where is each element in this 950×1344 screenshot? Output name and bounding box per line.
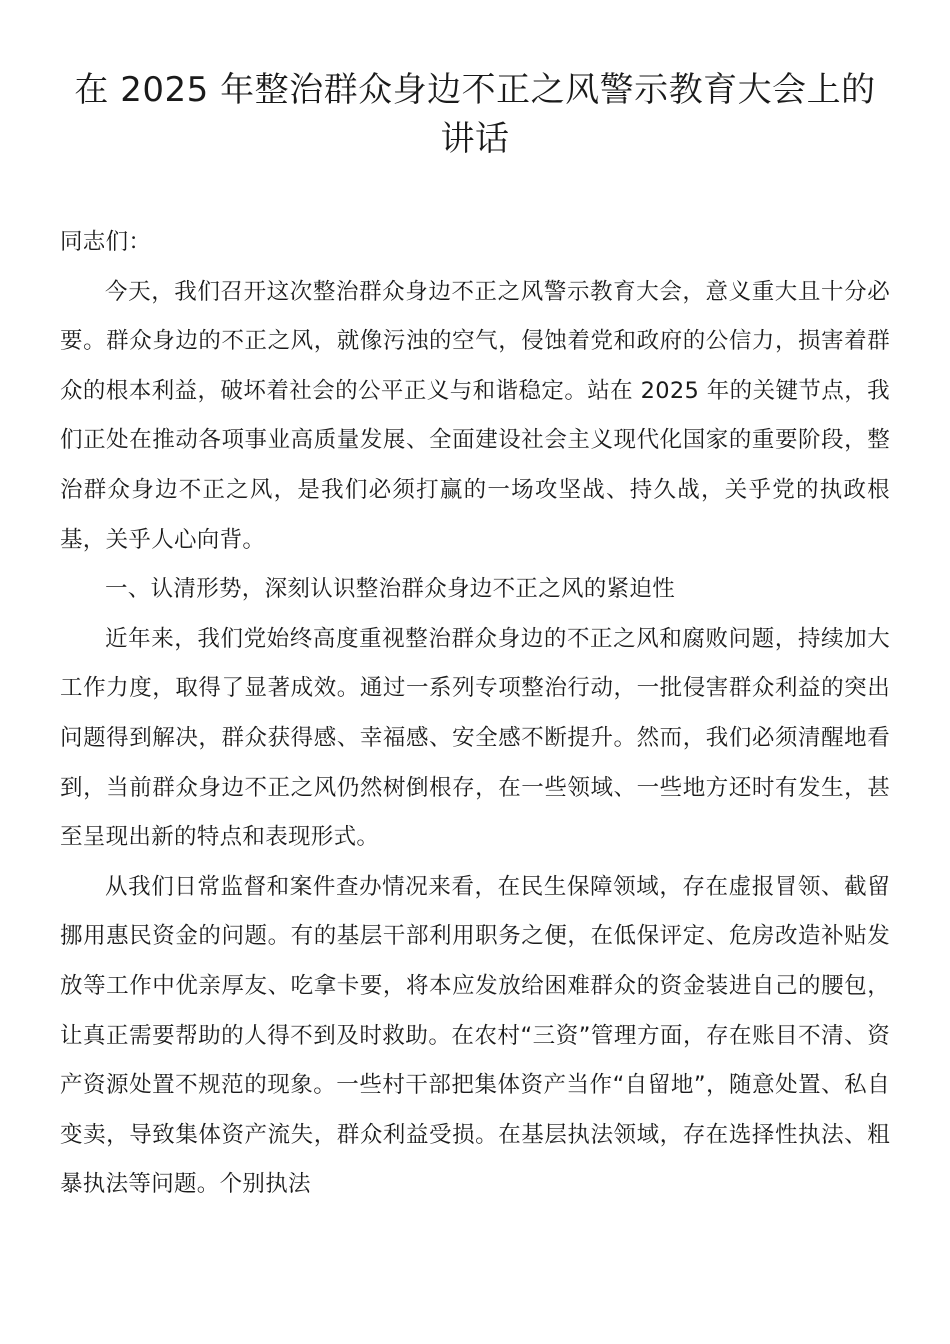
paragraph-situation: 近年来，我们党始终高度重视整治群众身边的不正之风和腐败问题，持续加大工作力度，取得了显著成效。通过一系列专项整治行动，一批侵害群众利益的突出问题得到解决，群众获得感、幸福感、安全感不断提升。然而，我们必须清醒地看到，当前群众身边不正之风仍然树倒根存，在一些领域、一些地方还时有发生，甚至呈现出新的特点和表现形式。 (60, 625, 890, 851)
salutation: 同志们： (60, 229, 152, 255)
section-heading: 一、认清形势，深刻认识整治群众身边不正之风的紧迫性 (105, 576, 676, 603)
paragraph-problems: 从我们日常监督和案件查办情况来看，在民生保障领域，存在虚报冒领、截留挪用惠民资金的问题。有的基层干部利用职务之便，在低保评定、危房改造补贴发放等工作中优亲厚友、吃拿卡要，将本应发放给困难群众的资金装进自己的腰包，让真正需要帮助的人得不到及时救助。在农村“三资”管理方面，存在账目不清、资产资源处置不规范的现象。一些村干部把集体资产当作“自留地”，随意处置、私自变卖，导致集体资产流失，群众利益受损。在基层执法领域，存在选择性执法、粗暴执法等问题。个别执法 (60, 873, 890, 1198)
document-body (60, 218, 890, 1210)
paragraph-intro: 今天，我们召开这次整治群众身边不正之风警示教育大会，意义重大且十分必要。群众身边的不正之风，就像污浊的空气，侵蚀着党和政府的公信力，损害着群众的根本利益，破坏着社会的公平正义与和谐稳定。站在 2025 年的关键节点，我们正处在推动各项事业高质量发展、全面建设社会主义现代化国家的重要阶段，整治群众身边不正之风，是我们必须打赢的一场攻坚战、持久战，关乎党的执政根基，关乎人心向背。 (60, 278, 890, 553)
document-title: 在 2025 年整治群众身边不正之风警示教育大会上的讲话 (74, 70, 876, 159)
